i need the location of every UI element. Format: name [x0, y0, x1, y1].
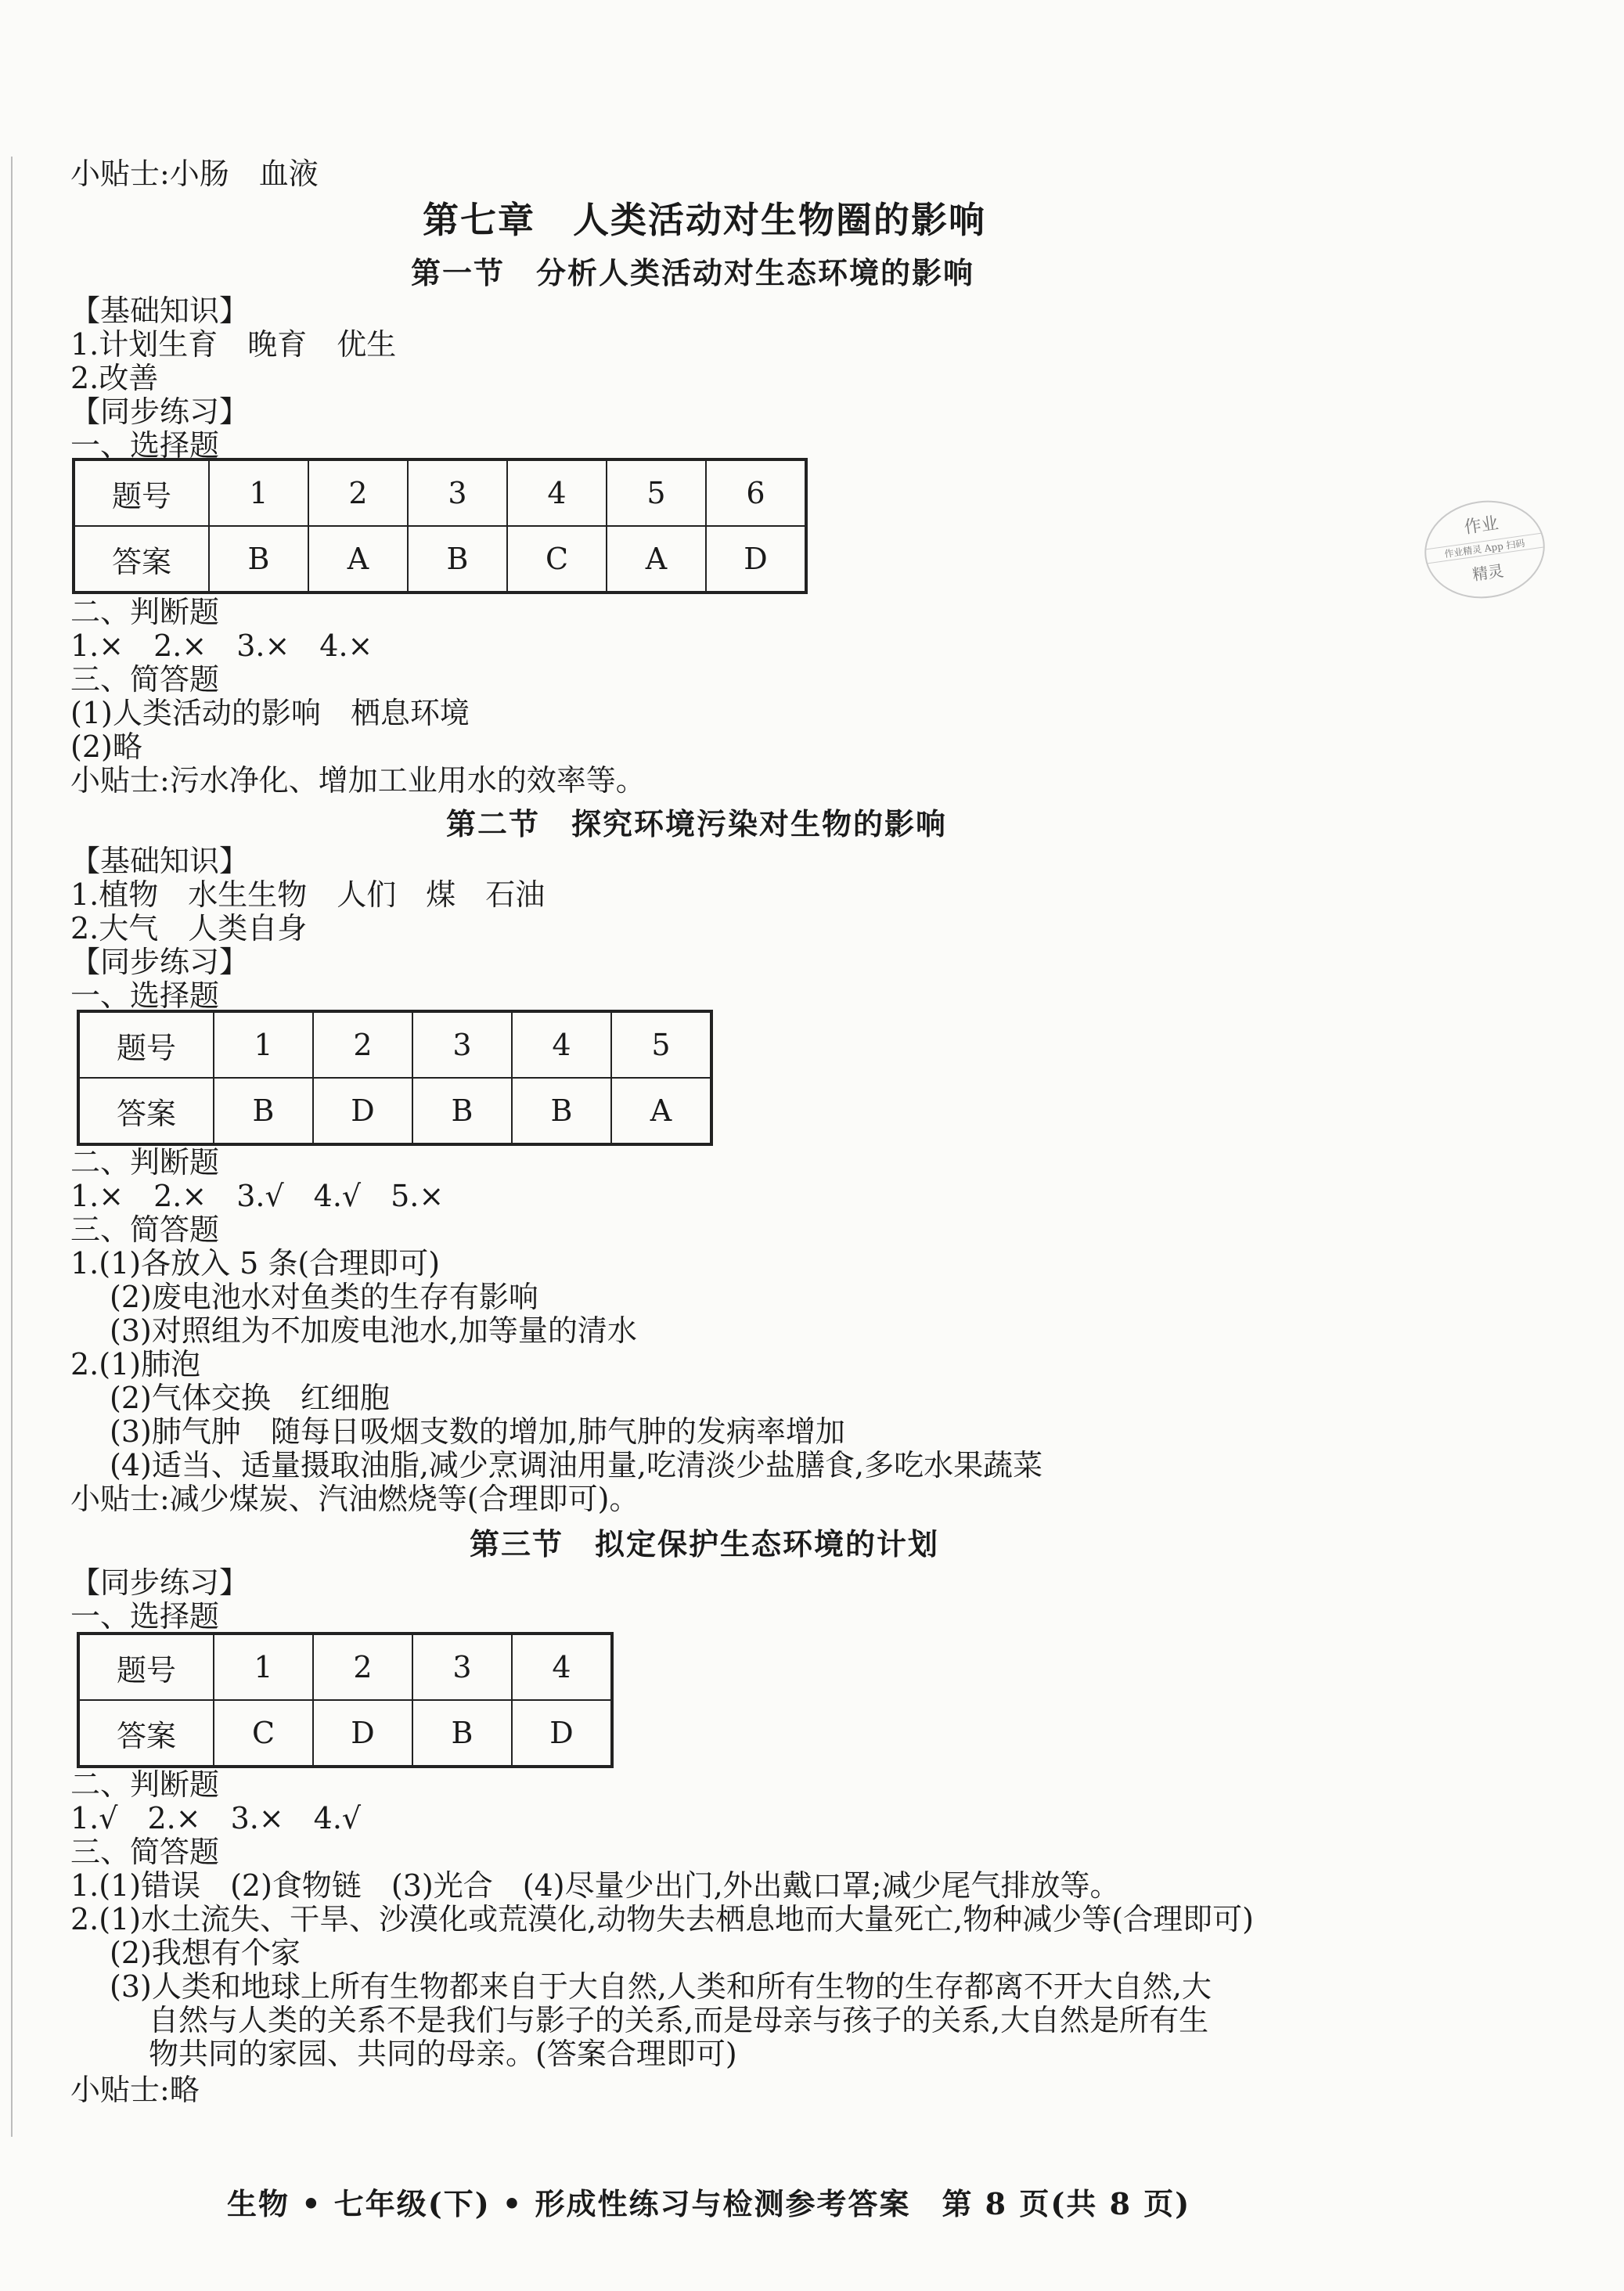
s3-practice-label: 【同步练习】: [70, 1565, 250, 1600]
s3-answer-table: [77, 1632, 614, 1768]
s1-judge-label: 二、判断题: [70, 595, 220, 629]
s2-short-label: 三、简答题: [70, 1212, 220, 1247]
stamp-line-2: 作业精灵 App 扫码: [1425, 533, 1543, 564]
s2-short-1: 1.(1)各放入 5 条(合理即可): [70, 1246, 441, 1281]
homework-stamp: [1418, 493, 1551, 606]
table-cell: A: [607, 526, 706, 593]
margin-line: [11, 157, 13, 2137]
s2-basic-1: 1.植物 水生生物 人们 煤 石油: [70, 877, 546, 912]
s1-basic-1: 1.计划生育 晚育 优生: [70, 327, 397, 362]
table-cell: 2: [308, 459, 408, 526]
table-cell: 3: [408, 459, 507, 526]
s2-tip: 小贴士:减少煤炭、汽油燃烧等(合理即可)。: [70, 1482, 639, 1516]
s1-short-1: (1)人类活动的影响 栖息环境: [70, 696, 470, 730]
s3-choice-label: 一、选择题: [70, 1599, 220, 1634]
table-header-cell: 答案: [74, 526, 209, 593]
s2-judge-label: 二、判断题: [70, 1145, 220, 1180]
table-cell: 1: [214, 1634, 313, 1700]
table-cell: A: [308, 526, 408, 593]
page-footer: 生物 • 七年级(下) • 形成性练习与检测参考答案 第 8 页(共 8 页): [227, 2186, 1191, 2221]
s3-short-label: 三、简答题: [70, 1835, 220, 1869]
table-row: [74, 526, 806, 593]
s2-answer-table: [77, 1010, 713, 1146]
section-3-title: 第三节 拟定保护生态环境的计划: [470, 1526, 940, 1562]
table-cell: D: [313, 1700, 412, 1767]
table-cell: 5: [611, 1011, 711, 1078]
stamp-line-3: 精灵: [1471, 561, 1505, 585]
s3-short-2: 2.(1)水土流失、干旱、沙漠化或荒漠化,动物失去栖息地而大量死亡,物种减少等(合理即可): [70, 1902, 1254, 1936]
table-header-cell: 答案: [78, 1078, 214, 1144]
s3-tip: 小贴士:略: [70, 2073, 200, 2107]
top-tip: 小贴士:小肠 血液: [70, 157, 319, 191]
table-row: [74, 459, 806, 526]
table-cell: 4: [512, 1634, 612, 1700]
table-cell: 4: [507, 459, 607, 526]
stamp-line-1: 作业: [1463, 513, 1500, 539]
table-cell: 2: [313, 1634, 412, 1700]
table-cell: B: [214, 1078, 313, 1144]
table-row: [78, 1700, 612, 1767]
table-cell: 5: [607, 459, 706, 526]
section-2-title: 第二节 探究环境污染对生物的影响: [446, 806, 948, 841]
table-cell: C: [214, 1700, 313, 1767]
table-header-cell: 答案: [78, 1700, 214, 1767]
s1-choice-label: 一、选择题: [70, 428, 220, 463]
table-header-cell: 题号: [78, 1634, 214, 1700]
table-cell: D: [313, 1078, 412, 1144]
table-cell: D: [706, 526, 806, 593]
s3-short-5: 自然与人类的关系不是我们与影子的关系,而是母亲与孩子的关系,大自然是所有生: [149, 2003, 1209, 2037]
s1-basic-label: 【基础知识】: [70, 294, 250, 328]
table-cell: B: [209, 526, 308, 593]
table-cell: 3: [412, 1011, 512, 1078]
table-cell: 1: [209, 459, 308, 526]
table-cell: 4: [512, 1011, 611, 1078]
s3-short-3: (2)我想有个家: [110, 1936, 301, 1970]
s1-basic-2: 2.改善: [70, 361, 159, 395]
s3-judge: 1.√ 2.× 3.× 4.√: [70, 1801, 362, 1835]
s2-short-5: (2)气体交换 红细胞: [110, 1381, 390, 1415]
s2-short-6: (3)肺气肿 随每日吸烟支数的增加,肺气肿的发病率增加: [110, 1414, 845, 1449]
s2-practice-label: 【同步练习】: [70, 945, 250, 979]
section-1-title: 第一节 分析人类活动对生态环境的影响: [411, 255, 975, 290]
s1-short-2: (2)略: [70, 729, 142, 764]
table-cell: A: [611, 1078, 711, 1144]
s2-short-7: (4)适当、适量摄取油脂,减少烹调油用量,吃清淡少盐膳食,多吃水果蔬菜: [110, 1448, 1043, 1482]
table-cell: B: [408, 526, 507, 593]
table-row: [78, 1011, 711, 1078]
s2-judge: 1.× 2.× 3.√ 4.√ 5.×: [70, 1179, 445, 1213]
s3-short-6: 物共同的家园、共同的母亲。(答案合理即可): [149, 2037, 737, 2071]
s1-tip: 小贴士:污水净化、增加工业用水的效率等。: [70, 763, 646, 798]
s2-choice-label: 一、选择题: [70, 978, 220, 1013]
table-row: [78, 1634, 612, 1700]
table-cell: C: [507, 526, 607, 593]
table-cell: 2: [313, 1011, 412, 1078]
s1-practice-label: 【同步练习】: [70, 394, 250, 429]
s2-short-4: 2.(1)肺泡: [70, 1347, 201, 1381]
table-cell: D: [512, 1700, 612, 1767]
table-cell: B: [512, 1078, 611, 1144]
table-header-cell: 题号: [74, 459, 209, 526]
table-header-cell: 题号: [78, 1011, 214, 1078]
table-row: [78, 1078, 711, 1144]
table-cell: B: [412, 1078, 512, 1144]
s2-basic-2: 2.大气 人类自身: [70, 911, 308, 946]
s2-short-3: (3)对照组为不加废电池水,加等量的清水: [110, 1313, 637, 1348]
table-cell: B: [412, 1700, 512, 1767]
chapter-title: 第七章 人类活动对生物圈的影响: [423, 199, 986, 241]
table-cell: 3: [412, 1634, 512, 1700]
s2-short-2: (2)废电池水对鱼类的生存有影响: [110, 1280, 538, 1314]
s3-short-4: (3)人类和地球上所有生物都来自于大自然,人类和所有生物的生存都离不开大自然,大: [110, 1969, 1212, 2004]
s1-short-label: 三、简答题: [70, 662, 220, 697]
s3-short-1: 1.(1)错误 (2)食物链 (3)光合 (4)尽量少出门,外出戴口罩;减少尾气排放等。: [70, 1868, 1120, 1903]
s1-judge: 1.× 2.× 3.× 4.×: [70, 629, 373, 663]
s1-answer-table: [72, 458, 808, 594]
s2-basic-label: 【基础知识】: [70, 844, 250, 878]
table-cell: 1: [214, 1011, 313, 1078]
table-cell: 6: [706, 459, 806, 526]
s3-judge-label: 二、判断题: [70, 1767, 220, 1802]
